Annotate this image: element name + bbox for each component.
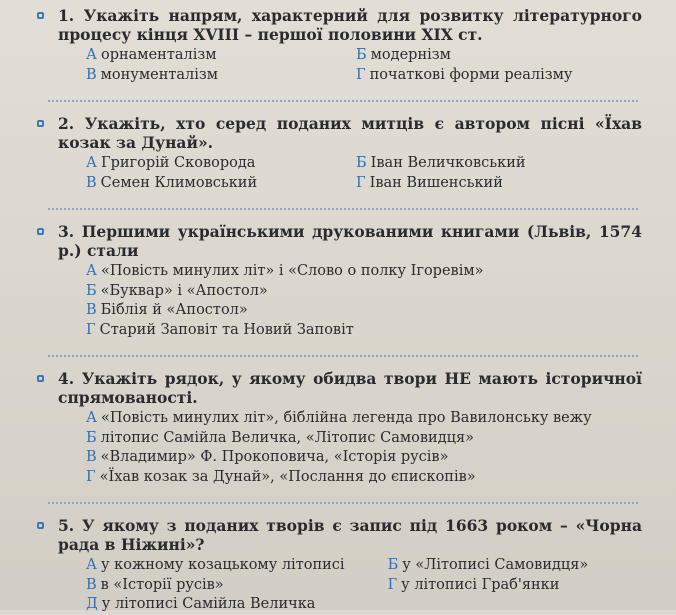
option-b: Б літопис Самійла Величка, «Літопис Самовидця»: [86, 429, 474, 446]
question-text: 1. Укажіть напрям, характерний для розвитку літературного процесу кінця XVIII – першої половини XIX ст.: [58, 6, 642, 44]
option-a: А «Повість минулих літ» і «Слово о полку Ігоревім»: [86, 263, 484, 279]
divider: [48, 502, 638, 504]
option-v: В в «Історії русів»: [86, 576, 224, 593]
checkbox-icon: [37, 522, 44, 529]
checkbox-icon: [37, 12, 44, 19]
checkbox-icon: [37, 120, 44, 127]
option-b: Б модернізм: [356, 47, 451, 63]
option-b: Б Іван Величковський: [356, 155, 526, 171]
option-g: Г початкові форми реалізму: [356, 66, 573, 83]
answer-options: [58, 409, 642, 487]
checkbox-icon: [37, 375, 44, 382]
option-g: Г «Їхав козак за Дунай», «Послання до єпископів»: [86, 468, 476, 485]
answer-options: [58, 154, 642, 193]
option-v: В «Владимир» Ф. Прокоповича, «Історія русів»: [86, 449, 449, 465]
option-v: В Семен Климовський: [86, 174, 258, 191]
option-a: А у кожному козацькому літописі: [86, 557, 345, 573]
option-b: Б у «Літописі Самовидця»: [387, 557, 589, 573]
option-v: В Біблія й «Апостол»: [86, 302, 248, 318]
option-a: А орнаменталізм: [86, 47, 217, 63]
answer-options: [58, 46, 642, 85]
divider: [48, 100, 638, 102]
question-text: 3. Першими українськими друкованими книгами (Львів, 1574 р.) стали: [58, 222, 642, 260]
divider: [48, 355, 638, 357]
option-v: В монументалізм: [86, 66, 219, 83]
question-4: [58, 369, 642, 487]
option-g: Г у літописі Граб'янки: [387, 576, 560, 593]
question-5: [58, 516, 642, 615]
answer-options: [58, 262, 642, 340]
option-g: Г Іван Вишенський: [356, 174, 503, 191]
question-1: [58, 6, 642, 85]
question-text: 2. Укажіть, хто серед поданих митців є автором пісні «Їхав козак за Дунай».: [58, 114, 642, 152]
option-d: Д у літописі Самійла Величка: [86, 596, 316, 612]
option-g: Г Старий Заповіт та Новий Заповіт: [86, 321, 354, 338]
question-3: [58, 222, 642, 340]
question-text: 4. Укажіть рядок, у якому обидва твори НЕ мають історичної спрямованості.: [58, 369, 642, 407]
divider: [48, 208, 638, 210]
question-2: [58, 114, 642, 193]
checkbox-icon: [37, 228, 44, 235]
option-a: А Григорій Сковорода: [86, 155, 256, 171]
question-text: 5. У якому з поданих творів є запис під 1663 роком – «Чорна рада в Ніжині»?: [58, 516, 642, 554]
option-b: Б «Буквар» і «Апостол»: [86, 282, 268, 299]
option-a: А «Повість минулих літ», біблійна легенда про Вавилонську вежу: [86, 410, 592, 426]
answer-options: [58, 556, 642, 615]
